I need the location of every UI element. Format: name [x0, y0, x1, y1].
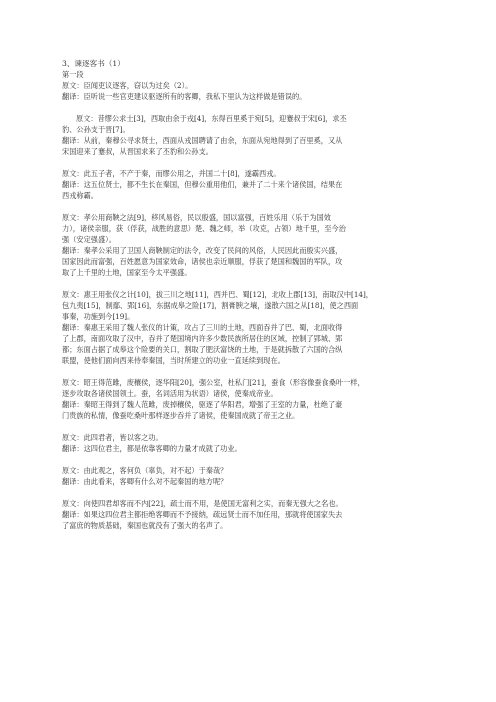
- text-line: 原文：由此观之，客何负（辜负，对不起）于秦哉？: [62, 466, 228, 475]
- text-line: 翻译：秦惠王采用了魏人张仪的计策，攻占了三川的土地，西面吞并了巴、蜀，北面收得: [62, 323, 343, 332]
- document-body: [62, 80, 432, 531]
- text-line: 翻译：从前，秦穆公寻求贤士，西面从戎国聘请了由余，东面从宛地得到了百里奚，又从: [62, 136, 343, 145]
- text-line: 门贵族的私情，像蚕吃桑叶那样逐步吞并了诸侯，使秦国成就了帝王之业。: [62, 411, 300, 420]
- text-line: 原文：臣闻吏议逐客，窃以为过矣（2）。: [62, 81, 193, 90]
- text-line: 原文：此五子者，不产于秦，而缪公用之，并国二十[8]，遂霸西戎。: [62, 169, 281, 178]
- paragraph: [62, 80, 432, 102]
- text-line: 取了上千里的土地，国家至今太平强盛。: [62, 268, 192, 277]
- text-line: 原文：惠王用张仪之计[10]，拔三川之地[11]，西并巴、蜀[12]，北收上郡[13]，南取汉中[14]，: [62, 290, 373, 299]
- document-title: 3、谏逐客书（1）: [62, 59, 125, 68]
- paragraph-gap: [62, 102, 432, 113]
- paragraph: [62, 377, 432, 421]
- text-line: 翻译：秦昭王得到了魏人范雎，废掉穰侯，驱逐了华阳君，增强了王室的力量，杜绝了豪: [62, 400, 343, 409]
- text-line: 力），诸侯亲服，获（俘获，战胜的意思）楚、魏之师，举（攻克，占领）地千里，至今治: [62, 224, 346, 233]
- paragraph: [62, 212, 432, 278]
- paragraph-gap: [62, 278, 432, 289]
- paragraph: [62, 113, 432, 157]
- text-line: 联盟，使他们面向西来侍奉秦国，当时所建立的功业一直延续到现在。: [62, 356, 285, 365]
- text-line: 逐步攻取各诸侯国领土。蚕，名词活用为状语）诸侯，使秦成帝业。: [62, 389, 278, 398]
- text-line: 原文：昔缪公求士[3]，西取由余于戎[4]，东得百里奚于宛[5]，迎蹇叔于宋[6]，求丕: [76, 114, 347, 123]
- text-line: 原文：孝公用商鞅之法[9]，移风易俗，民以殷盛，国以富强，百姓乐用（乐于为国效: [62, 213, 331, 222]
- text-line: 宋国迎来了蹇叔，从晋国求来了丕豹和公孙支。: [62, 147, 213, 156]
- text-line: 翻译：臣听说一些官吏建议驱逐所有的客卿，我私下里认为这样做是错误的。: [62, 92, 307, 101]
- text-line: 原文：此四君者，皆以客之功。: [62, 433, 163, 442]
- paragraph-gap: [62, 201, 432, 212]
- text-line: 翻译：由此看来，客卿有什么对不起秦国的地方呢？: [62, 477, 228, 486]
- paragraph-gap: [62, 366, 432, 377]
- text-line: 翻译：秦孝公采用了卫国人商鞅制定的法令，改变了民间的风俗，人民因此而殷实兴盛，: [62, 246, 343, 255]
- text-line: 原文：向使四君却客而不内[22]，疏士而不用，是使国无富利之实，而秦无强大之名也。: [62, 499, 343, 508]
- paragraph: [62, 465, 432, 487]
- text-line: 豹、公孙支于晋[7]。: [62, 125, 130, 134]
- paragraph-gap: [62, 454, 432, 465]
- text-line: 翻译：这五位贤士，都不生长在秦国，但穆公重用他们，兼并了二十来个诸侯国，结果在: [62, 180, 343, 189]
- paragraph-gap: [62, 157, 432, 168]
- text-line: 翻译：这四位君主，都是依靠客卿的力量才成就了功业。: [62, 444, 242, 453]
- paragraph-gap: [62, 487, 432, 498]
- text-line: 包九夷[15]，制鄢、郢[16]，东据成皋之险[17]，割膏腴之壤，遂散六国之从[18]，使之西面: [62, 301, 359, 310]
- paragraph: [62, 289, 432, 366]
- paragraph: [62, 498, 432, 531]
- text-line: 国家因此而富强，百姓愿意为国家效命，诸侯也亲近顺服，俘获了楚国和魏国的军队，攻: [62, 257, 343, 266]
- section-label: 第一段: [62, 70, 84, 79]
- text-line: 强（安定强盛）。: [62, 235, 116, 244]
- text-line: 事秦，功施到今[19]。: [62, 312, 135, 321]
- text-line: 原文：昭王得范雎，废穰侯，逐华阳[20]，强公室，杜私门[21]，蚕食（形容像蚕食桑叶一样，: [62, 378, 365, 387]
- text-line: 都；东面占据了成皋这个险要的关口，割取了肥沃富饶的土地，于是就拆散了六国的合纵: [62, 345, 343, 354]
- text-line: 了富庶的物质基础，秦国也就没有了强大的名声了。: [62, 521, 228, 530]
- paragraph: [62, 432, 432, 454]
- text-line: 了上郡，南面攻取了汉中，吞并了楚国境内许多少数民族所居住的区域，控制了郢城、郢: [62, 334, 343, 343]
- paragraph-gap: [62, 421, 432, 432]
- text-line: 西戎称霸。: [62, 191, 98, 200]
- paragraph: [62, 168, 432, 201]
- text-line: 翻译：如果这四位君主都拒绝客卿而不予接纳，疏远贤士而不加任用，那就将使国家失去: [62, 510, 343, 519]
- document-page: [62, 58, 432, 531]
